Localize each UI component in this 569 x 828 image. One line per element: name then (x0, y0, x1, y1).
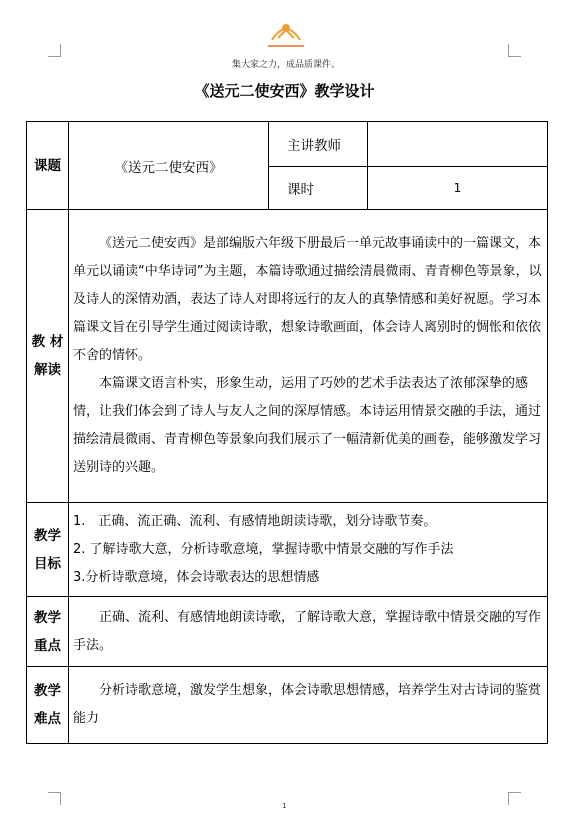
lesson-plan-table (26, 121, 548, 744)
goal-item: 2. 了解诗歌大意，分析诗歌意境，掌握诗歌中情景交融的写作手法 (73, 541, 454, 557)
page-corner-mark (48, 44, 61, 57)
goals-content (69, 503, 548, 597)
logo-icon (262, 20, 310, 48)
goals-label: 教学 目标 (27, 503, 69, 597)
key-points-content (69, 597, 548, 667)
difficulty-content (69, 667, 548, 744)
goal-item: 1. 正确、流正确、流利、有感情地朗读诗歌，划分诗歌节奏。 (73, 513, 437, 529)
analysis-paragraph: 本篇课文语言朴实，形象生动，运用了巧妙的艺术手法表达了浓郁深挚的感情，让我们体会到了诗人与友人之间的深厚情感。本诗运用情景交融的手法，通过描绘清晨微雨、青青柳色等景象向我们展示了一幅清新优美的画卷，能够激发学习送别诗的兴趣。 (73, 376, 542, 475)
difficulty-label: 教学 难点 (27, 667, 69, 744)
analysis-content (69, 210, 548, 503)
goal-item: 3.分析诗歌意境，体会诗歌表达的思想情感 (73, 569, 320, 585)
period-label: 课时 (269, 167, 368, 210)
topic-label: 课题 (27, 122, 69, 210)
period-value: 1 (368, 167, 548, 210)
key-points-label: 教学 重点 (27, 597, 69, 667)
page-corner-mark (508, 44, 521, 57)
analysis-label: 教 材 解读 (27, 210, 69, 503)
teacher-value (368, 122, 548, 167)
key-points-text: 正确、流利、有感情地朗读诗歌，了解诗歌大意，掌握诗歌中情景交融的写作手法。 (73, 609, 542, 653)
difficulty-text: 分析诗歌意境，激发学生想象，体会诗歌思想情感，培养学生对古诗词的鉴赏能力 (73, 683, 542, 726)
page-number: 1 (282, 802, 287, 810)
document-title: 《送元二使安西》教学设计 (194, 82, 375, 100)
topic-value: 《送元二使安西》 (69, 122, 269, 210)
analysis-paragraph: 《送元二使安西》是部编版六年级下册最后一单元故事诵读中的一篇课文，本单元以诵读“中华诗词”为主题，本篇诗歌通过描绘清晨微雨、青青柳色等景象，以及诗人的深情劝酒，表达了诗人对即将远行的友人的真挚情感和美好祝愿。学习本篇课文旨在引导学生通过阅读诗歌，想象诗歌画面，体会诗人离别时的惆怅和依依不舍的情怀。 (73, 236, 542, 363)
header-tagline: 集大家之力，成品质课件。 (231, 60, 340, 70)
teacher-label: 主讲教师 (269, 122, 368, 167)
